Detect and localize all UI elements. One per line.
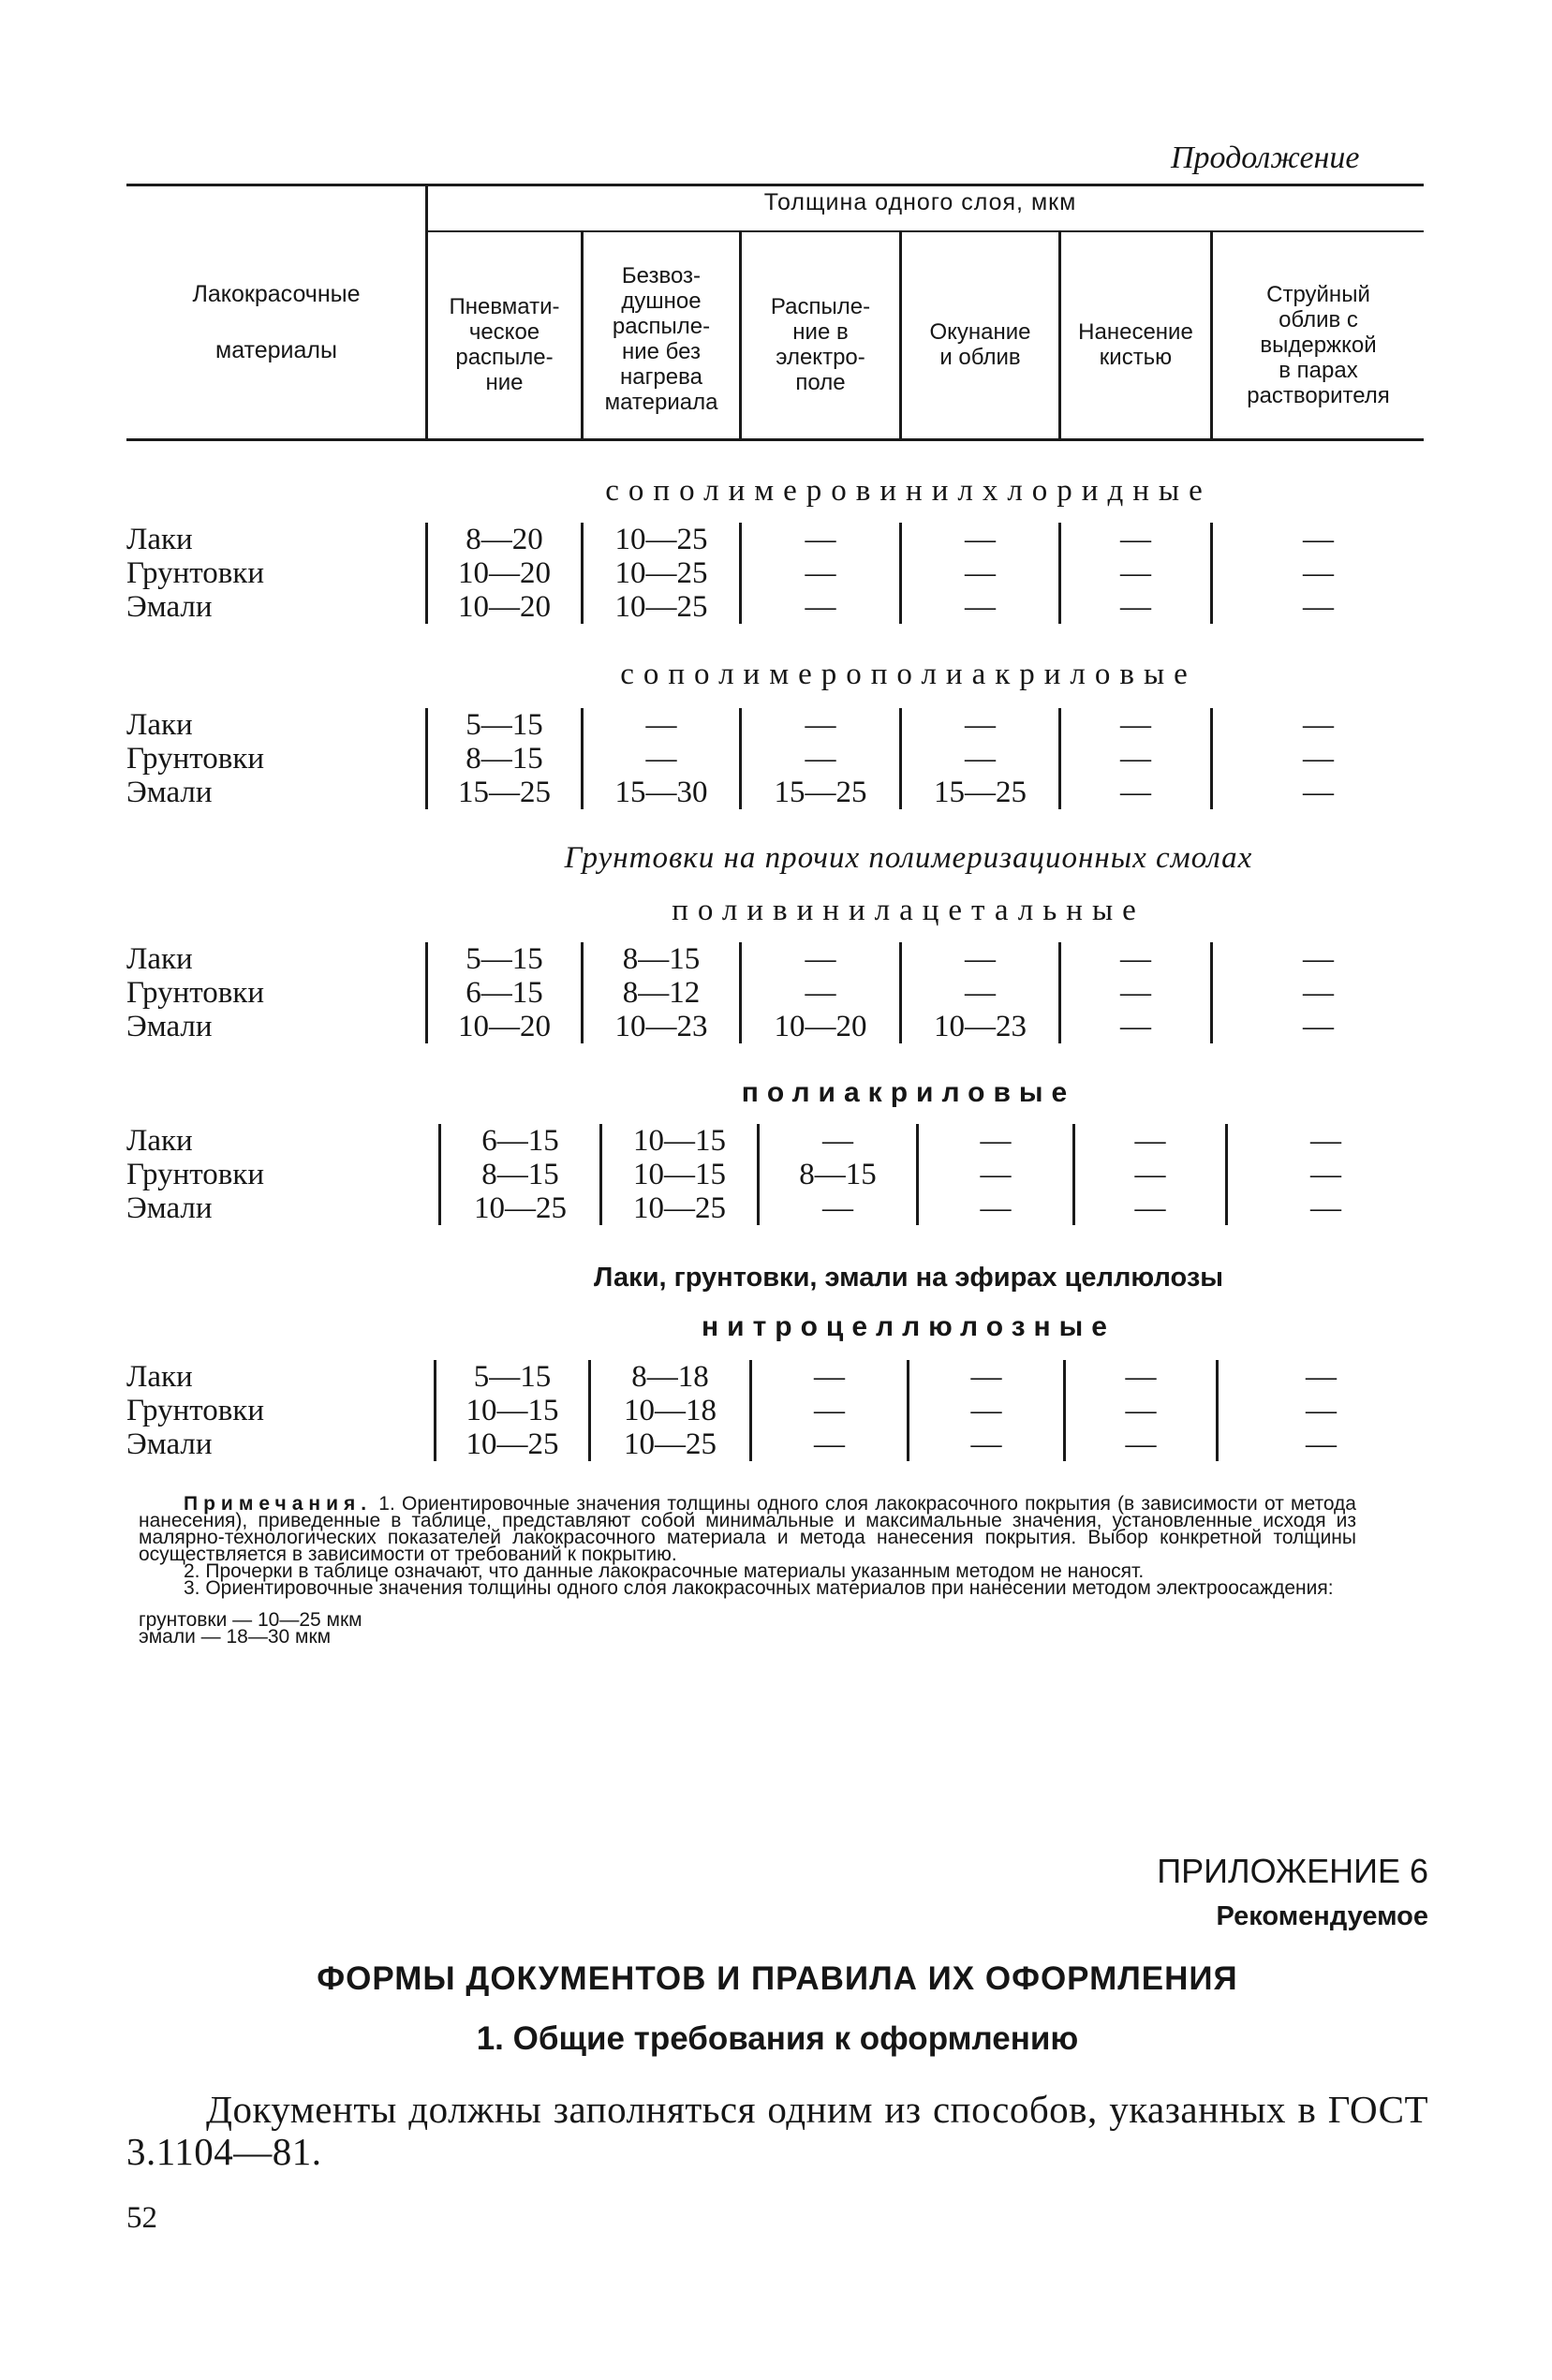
table-cell: —: [814, 1427, 845, 1461]
column-header-line: в парах: [1279, 357, 1358, 383]
table-cell: —: [1303, 1010, 1334, 1043]
table-cell: 10—25: [614, 556, 708, 590]
continuation-label: Продолжение: [1171, 140, 1360, 175]
table-cell: 6—15: [481, 1124, 559, 1158]
column-header-line: ние в: [792, 319, 849, 345]
table-cell: 8—20: [466, 523, 543, 556]
table-cell: —: [805, 942, 836, 976]
table-cell: 15—25: [458, 776, 551, 809]
table-cell: —: [1303, 708, 1334, 742]
row-label: Грунтовки: [126, 1394, 264, 1427]
page-number: 52: [126, 2201, 157, 2235]
table-cell: —: [1120, 556, 1151, 590]
table-cell: —: [822, 1124, 853, 1158]
table-cell: —: [1120, 590, 1151, 624]
table-cell: 10—15: [466, 1394, 559, 1427]
column-header-line: материала: [604, 390, 718, 415]
section-heading: 1. Общие требования к оформлению: [476, 2020, 1079, 2057]
table-cell: 10—15: [633, 1158, 726, 1191]
table-cell: —: [805, 976, 836, 1010]
table-cell: —: [1310, 1124, 1341, 1158]
header-thickness-group: Толщина одного слоя, мкм: [763, 189, 1077, 215]
table-cell: 8—15: [799, 1158, 877, 1191]
column-header-line: Пневмати-: [449, 294, 560, 319]
table-cell: —: [1310, 1158, 1341, 1191]
column-header-line: поле: [795, 370, 846, 395]
section-title: поливинилацетальные: [672, 894, 1146, 927]
table-cell: 10—25: [466, 1427, 559, 1461]
row-label: Грунтовки: [126, 976, 264, 1010]
table-cell: 5—15: [466, 708, 543, 742]
row-label: Лаки: [126, 523, 193, 556]
table-cell: 10—20: [458, 1010, 551, 1043]
column-header-line: ческое: [468, 319, 540, 345]
row-label: Эмали: [126, 1010, 213, 1043]
table-cell: 10—23: [614, 1010, 708, 1043]
table-notes: [139, 1493, 1356, 1648]
note-primers-value: грунтовки — 10—25 мкм: [139, 1609, 362, 1631]
column-header-line: кистью: [1099, 345, 1173, 370]
column-header-electrostatic: [742, 251, 899, 438]
column-header-line: ние: [485, 370, 524, 395]
table-cell: —: [965, 708, 996, 742]
column-header-pneumatic: [428, 251, 581, 438]
table-cell: —: [1120, 1010, 1151, 1043]
table-cell: —: [1303, 556, 1334, 590]
column-header-line: распыле-: [455, 345, 554, 370]
table-cell: —: [1306, 1394, 1337, 1427]
table-header-bottom-rule: [126, 438, 1424, 441]
table-cell: —: [1303, 590, 1334, 624]
column-header-line: ние без: [622, 339, 701, 364]
column-header-flow-coating: [1213, 251, 1424, 438]
table-cell: 8—12: [622, 976, 701, 1010]
table-cell: —: [1120, 776, 1151, 809]
table-cell: —: [1303, 523, 1334, 556]
table-cell: 15—30: [614, 776, 708, 809]
table-cell: —: [805, 590, 836, 624]
column-header-line: Нанесение: [1078, 319, 1193, 345]
table-cell: —: [1303, 942, 1334, 976]
column-header-line: Безвоз-: [621, 263, 702, 288]
row-label: Эмали: [126, 590, 213, 624]
table-cell: 10—20: [774, 1010, 867, 1043]
table-cell: —: [805, 708, 836, 742]
table-cell: —: [645, 742, 677, 776]
column-header-line: Струйный: [1266, 281, 1370, 307]
column-header-brush: [1061, 251, 1210, 438]
table-cell: —: [822, 1191, 853, 1225]
table-cell: —: [1120, 523, 1151, 556]
section-group-title: Лаки, грунтовки, эмали на эфирах целлюлозы: [593, 1263, 1223, 1293]
body-paragraph: Документы должны заполняться одним из способов, указанных в ГОСТ 3.1104—81.: [126, 2088, 1428, 2173]
section-title: сополимеровинилхлоридные: [605, 474, 1212, 508]
table-cell: —: [1306, 1360, 1337, 1394]
table-cell: 8—18: [631, 1360, 709, 1394]
section-title: полиакриловые: [741, 1077, 1076, 1108]
column-header-line: облив с: [1279, 306, 1358, 333]
section-title: нитроцеллюлозные: [702, 1311, 1116, 1342]
notes-title: Примечания.: [184, 1493, 373, 1515]
column-header-line: душное: [621, 288, 702, 314]
row-label: Грунтовки: [126, 1158, 264, 1191]
table-cell: —: [645, 708, 677, 742]
appendix-title: ПРИЛОЖЕНИЕ 6: [1157, 1852, 1428, 1890]
column-header-line: распыле-: [612, 314, 711, 339]
table-cell: 10—25: [633, 1191, 726, 1225]
table-cell: —: [805, 742, 836, 776]
table-cell: —: [1120, 942, 1151, 976]
table-cell: —: [1306, 1427, 1337, 1461]
row-label: Эмали: [126, 1427, 213, 1461]
section-group-title: Грунтовки на прочих полимеризационных смолах: [564, 841, 1253, 875]
table-cell: 15—25: [934, 776, 1027, 809]
table-cell: 6—15: [466, 976, 543, 1010]
table-cell: 15—25: [774, 776, 867, 809]
table-cell: 10—25: [624, 1427, 717, 1461]
table-cell: 10—20: [458, 590, 551, 624]
table-cell: —: [1134, 1124, 1166, 1158]
table-cell: 10—15: [633, 1124, 726, 1158]
column-header-line: и облив: [939, 345, 1021, 370]
table-cell: —: [814, 1394, 845, 1427]
table-cell: —: [1125, 1427, 1157, 1461]
header-materials: [126, 266, 426, 378]
table-cell: —: [965, 590, 996, 624]
table-cell: —: [805, 556, 836, 590]
table-cell: —: [805, 523, 836, 556]
row-label: Лаки: [126, 1124, 193, 1158]
header-materials-line: Лакокрасочные: [192, 281, 361, 307]
header-group-rule: [426, 230, 1424, 232]
table-cell: —: [970, 1360, 1002, 1394]
appendix-heading: ФОРМЫ ДОКУМЕНТОВ И ПРАВИЛА ИХ ОФОРМЛЕНИЯ: [317, 1960, 1238, 1997]
table-cell: 10—18: [624, 1394, 717, 1427]
row-label: Лаки: [126, 708, 193, 742]
section-title: сополимерополиакриловые: [620, 658, 1197, 691]
table-cell: 5—15: [466, 942, 543, 976]
column-header-line: электро-: [776, 345, 865, 370]
table-cell: —: [1125, 1360, 1157, 1394]
table-cell: 10—20: [458, 556, 551, 590]
column-header-airless: [584, 240, 739, 438]
note-2: 2. Прочерки в таблице означают, что данные лакокрасочные материалы указанным методом не наносят.: [184, 1560, 1145, 1582]
table-cell: —: [965, 942, 996, 976]
note-1-text: 1. Ориентировочные значения толщины одного слоя лакокрасочного покрытия (в зависимости от метода нанесения), приведенные в таблице, представляют собой минимальные и максимальные значения, установленные исходя из малярно-технологических показателей лакокрасочного материала и метода нанесения покрытия. Выбор конкретной толщины осуществляется в зависимости от требований к покрытию.: [139, 1493, 1356, 1565]
table-cell: —: [980, 1191, 1012, 1225]
table-cell: —: [1303, 776, 1334, 809]
table-cell: —: [980, 1124, 1012, 1158]
table-cell: —: [965, 742, 996, 776]
table-cell: —: [1134, 1191, 1166, 1225]
table-cell: 8—15: [622, 942, 701, 976]
column-header-line: нагрева: [620, 364, 702, 390]
table-cell: —: [1303, 742, 1334, 776]
column-header-line: Окунание: [929, 319, 1031, 345]
header-materials-line: материалы: [215, 337, 337, 363]
row-label: Грунтовки: [126, 556, 264, 590]
appendix-subtitle: Рекомендуемое: [1216, 1901, 1428, 1931]
table-cell: —: [980, 1158, 1012, 1191]
column-header-dipping: [902, 251, 1058, 438]
table-cell: —: [965, 556, 996, 590]
table-cell: 8—15: [481, 1158, 559, 1191]
row-label: Грунтовки: [126, 742, 264, 776]
table-cell: 10—23: [934, 1010, 1027, 1043]
table-cell: —: [970, 1394, 1002, 1427]
note-3: 3. Ориентировочные значения толщины одного слоя лакокрасочных материалов при нанесении методом электроосаждения:: [184, 1577, 1334, 1599]
row-label: Лаки: [126, 942, 193, 976]
table-cell: 10—25: [614, 523, 708, 556]
table-cell: —: [1125, 1394, 1157, 1427]
table-cell: —: [1310, 1191, 1341, 1225]
table-cell: —: [970, 1427, 1002, 1461]
row-label: Лаки: [126, 1360, 193, 1394]
row-label: Эмали: [126, 1191, 213, 1225]
table-cell: —: [1120, 742, 1151, 776]
note-enamels-value: эмали — 18—30 мкм: [139, 1626, 332, 1648]
column-header-line: выдержкой: [1260, 332, 1377, 358]
column-header-line: Распыле-: [770, 294, 871, 319]
table-cell: 10—25: [614, 590, 708, 624]
table-cell: —: [814, 1360, 845, 1394]
column-header-line: растворителя: [1247, 382, 1390, 408]
table-cell: —: [1303, 976, 1334, 1010]
table-cell: 10—25: [474, 1191, 567, 1225]
table-cell: —: [965, 976, 996, 1010]
table-cell: —: [1120, 708, 1151, 742]
row-label: Эмали: [126, 776, 213, 809]
table-cell: —: [965, 523, 996, 556]
table-cell: —: [1134, 1158, 1166, 1191]
table-cell: 8—15: [466, 742, 543, 776]
note-1: [139, 1493, 1356, 1565]
table-top-rule: [126, 184, 1424, 186]
table-cell: —: [1120, 976, 1151, 1010]
table-cell: 5—15: [473, 1360, 552, 1394]
